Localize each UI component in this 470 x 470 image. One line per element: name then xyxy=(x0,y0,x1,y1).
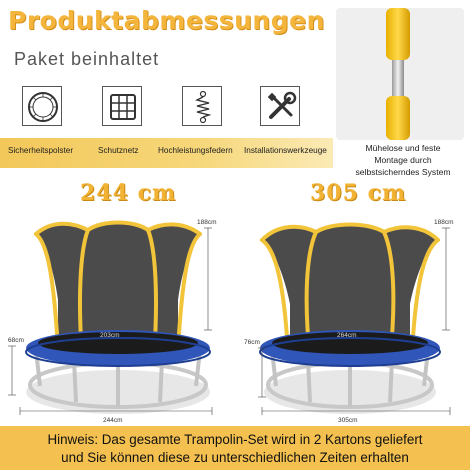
feature-label: Sicherheitspolster xyxy=(8,146,74,155)
delivery-notice-bar xyxy=(0,426,470,470)
model-size-label: 305 cm xyxy=(310,180,407,206)
bed-height-label: 68cm xyxy=(8,337,24,344)
feature-label: Schutznetz xyxy=(98,146,139,155)
delivery-notice-line: und Sie können diese zu unterschiedlichen Zeiten erhalten xyxy=(61,450,409,465)
model-size-label: 244 cm xyxy=(80,180,177,206)
total-height-label: 188cm xyxy=(197,219,217,226)
total-height-label: 188cm xyxy=(434,219,454,226)
diameter-label: 305cm xyxy=(338,417,358,424)
bed-diameter-label: 264cm xyxy=(337,332,357,339)
diameter-label: 244cm xyxy=(103,417,123,424)
pole-detail-caption: Mühelose und feste Montage durch selbstsicherndes System xyxy=(355,143,451,177)
feature-label: Installationswerkzeuge xyxy=(244,146,327,155)
feature-label: Hochleistungsfedern xyxy=(158,146,233,155)
bed-diameter-label: 203cm xyxy=(100,332,120,339)
bed-height-label: 76cm xyxy=(244,339,260,346)
page-title: Produktabmessungen xyxy=(8,6,325,35)
package-contents-heading: Paket beinhaltet xyxy=(14,49,160,69)
delivery-notice-line: Hinweis: Das gesamte Trampolin-Set wird in 2 Kartons geliefert xyxy=(47,432,423,447)
